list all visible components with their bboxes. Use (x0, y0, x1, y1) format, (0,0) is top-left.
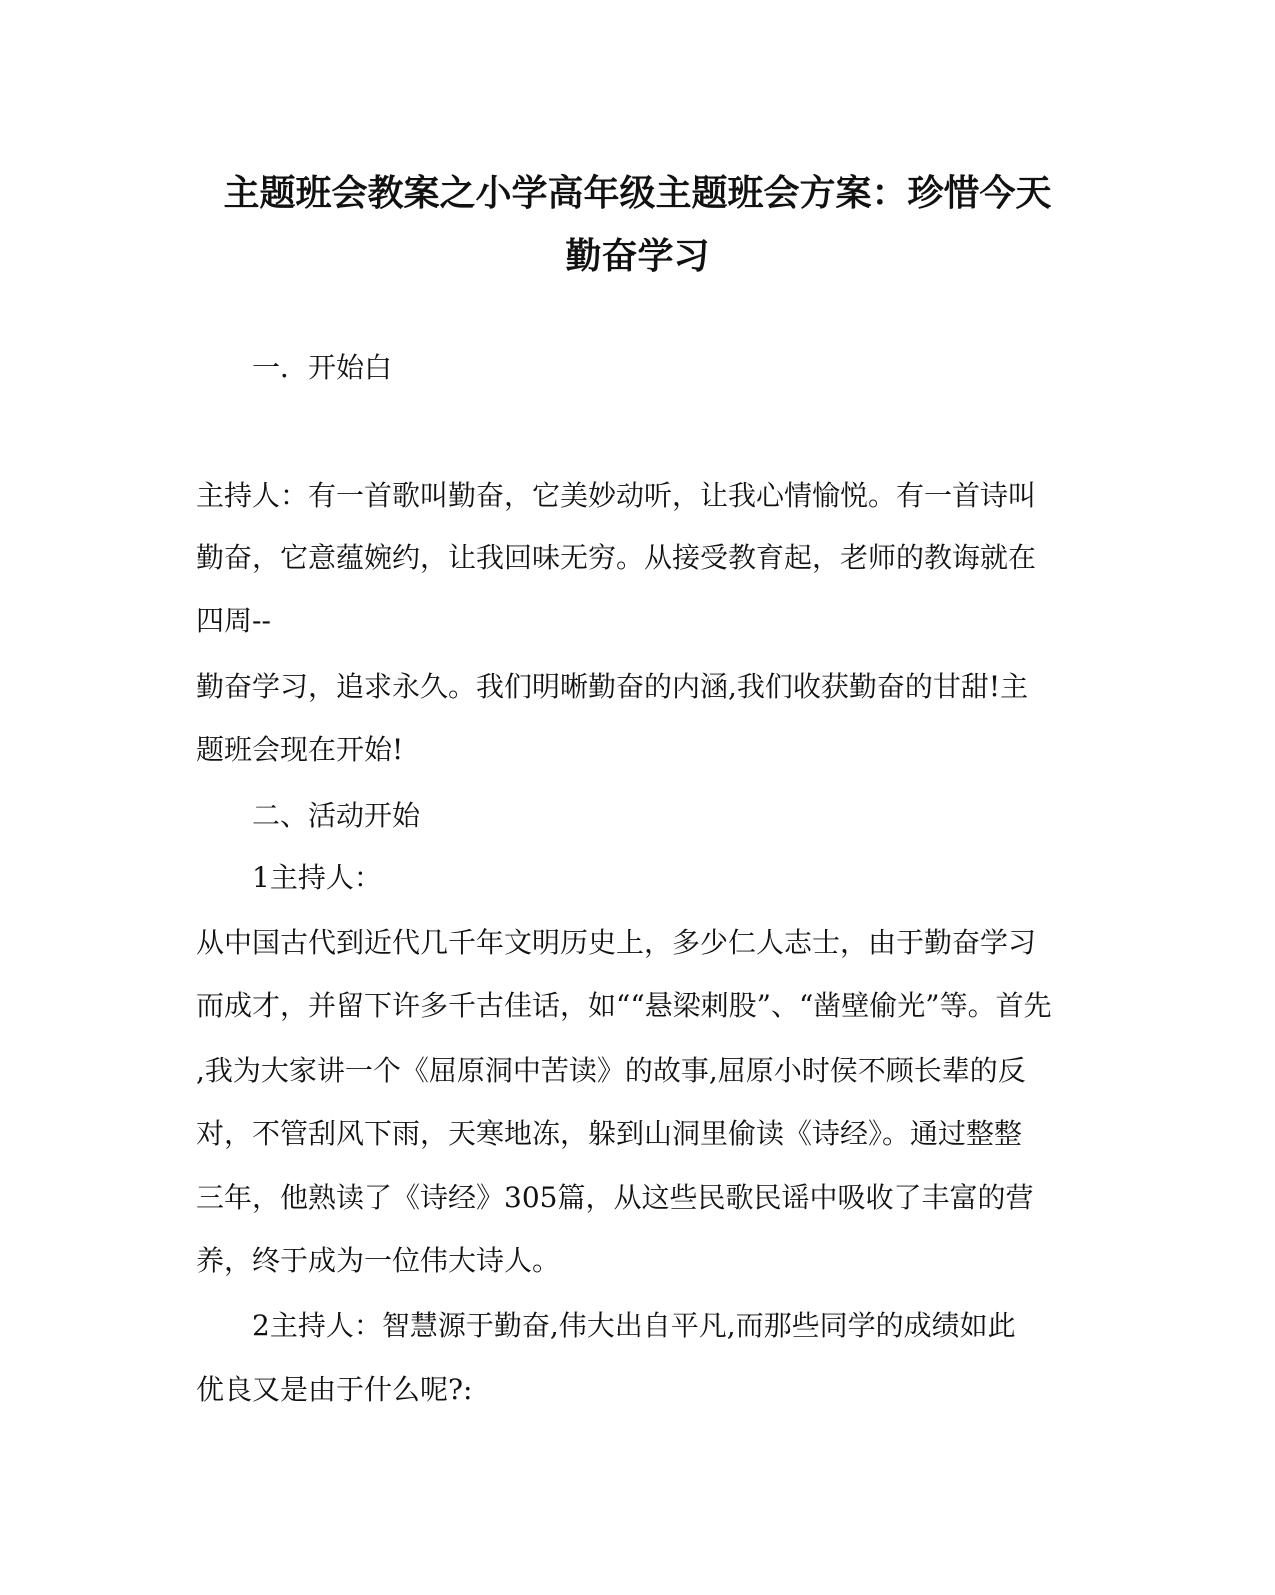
paragraph-line: 养，终于成为一位伟大诗人。 (196, 1244, 561, 1277)
section-heading-opening: 一．开始白 (252, 351, 393, 384)
document-title-line-1: 主题班会教案之小学高年级主题班会方案：珍惜今天 (223, 173, 1052, 214)
paragraph-line: 三年，他熟读了《诗经》305篇，从这些民歌民谣中吸收了丰富的营 (196, 1181, 1034, 1214)
paragraph-line: 从中国古代到近代几千年文明历史上，多少仁人志士，由于勤奋学习 (196, 926, 1037, 959)
paragraph-line: 四周-- (196, 604, 271, 637)
paragraph-line: ,我为大家讲一个《屈原洞中苦读》的故事,屈原小时侯不顾长辈的反 (196, 1054, 1026, 1087)
paragraph-line: 题班会现在开始! (196, 733, 404, 766)
host-2-paragraph-line: 2主持人：智慧源于勤奋,伟大出自平凡,而那些同学的成绩如此 (252, 1309, 1016, 1342)
paragraph-line: 对，不管刮风下雨，天寒地冻，躲到山洞里偷读《诗经》。通过整整 (196, 1117, 1023, 1150)
paragraph-line: 勤奋学习，追求永久。我们明晰勤奋的内涵,我们收获勤奋的甘甜!主 (196, 670, 1029, 703)
paragraph-line: 勤奋，它意蕴婉约，让我回味无穷。从接受教育起，老师的教诲就在 (196, 541, 1037, 574)
section-heading-activity: 二、活动开始 (252, 799, 421, 832)
paragraph-line: 而成才，并留下许多千古佳话，如““悬梁刺股”、“凿壁偷光”等。首先 (196, 989, 1052, 1022)
paragraph-line: 主持人：有一首歌叫勤奋，它美妙动听，让我心情愉悦。有一首诗叫 (196, 479, 1037, 512)
paragraph-line: 优良又是由于什么呢?: (196, 1373, 473, 1406)
host-1-label: 1主持人： (252, 861, 382, 894)
document-title-line-2: 勤奋学习 (565, 236, 710, 277)
